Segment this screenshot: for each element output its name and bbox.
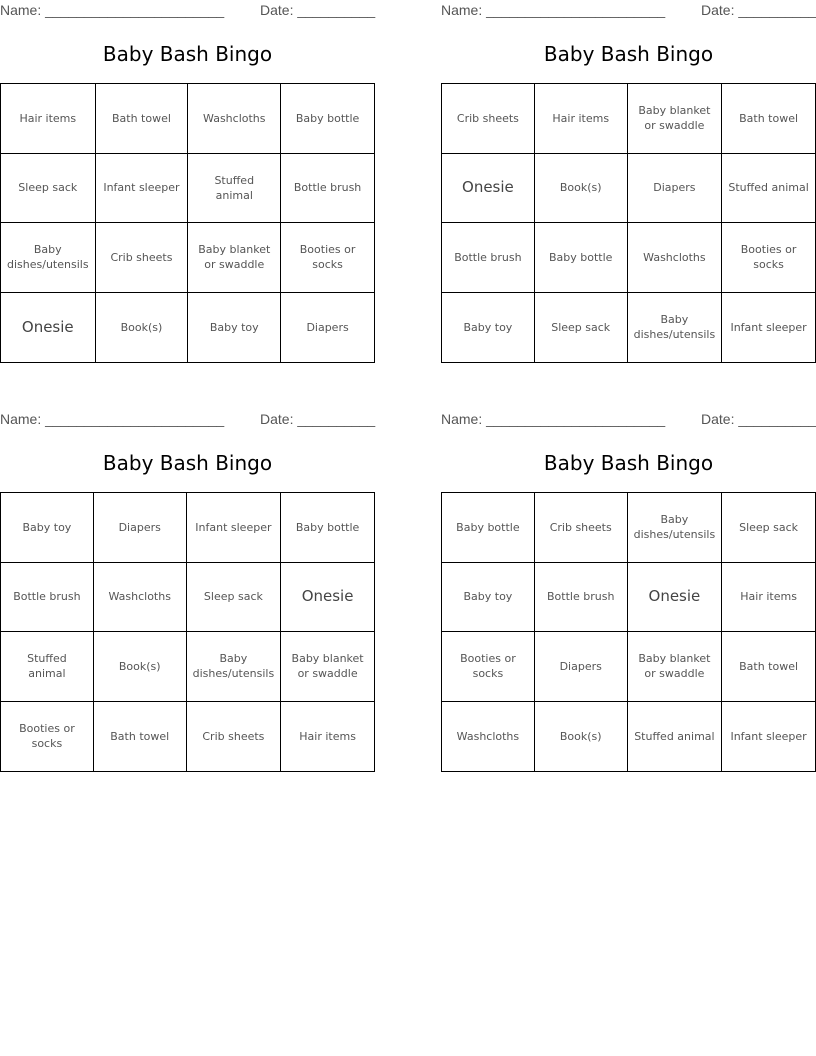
- bingo-cell: Stuffed animal: [188, 154, 281, 224]
- bingo-cell: Bottle brush: [535, 563, 628, 633]
- bingo-grid: [441, 492, 816, 772]
- bingo-cell: Bath towel: [722, 84, 815, 154]
- bingo-cell: Washcloths: [628, 223, 723, 293]
- name-field-label: Name: _______________________: [0, 2, 225, 18]
- bingo-cell: Baby toy: [442, 563, 535, 633]
- bingo-grid: [441, 83, 816, 363]
- bingo-cell: Baby blanket or swaddle: [628, 632, 723, 702]
- bingo-cell: Baby dishes/utensils: [628, 493, 723, 563]
- bingo-cell: Diapers: [306, 320, 349, 334]
- bingo-cell: Sleep sack: [1, 154, 96, 224]
- bingo-cell: Washcloths: [94, 563, 187, 633]
- bingo-cell: Hair items: [722, 563, 815, 633]
- bingo-cell: Onesie: [1, 293, 96, 363]
- bingo-cell: Booties or socks: [281, 223, 374, 293]
- bingo-cell: Baby bottle: [281, 84, 374, 154]
- date-field-label: Date: __________: [260, 2, 376, 18]
- bingo-cell: Infant sleeper: [96, 154, 189, 224]
- bingo-cell: Book(s): [535, 154, 628, 224]
- bingo-cell: Stuffed animal: [1, 632, 94, 702]
- bingo-cell: Crib sheets: [187, 702, 282, 772]
- bingo-cell: Diapers: [94, 493, 187, 563]
- bingo-cell: Baby dishes/utensils: [187, 632, 282, 702]
- bingo-cell: Infant sleeper: [730, 729, 807, 743]
- name-field-label: Name: _______________________: [441, 2, 666, 18]
- bingo-cell: Diapers: [535, 632, 628, 702]
- bingo-cell: Washcloths: [188, 84, 281, 154]
- bingo-cell: Crib sheets: [96, 223, 189, 293]
- bingo-cell: Bottle brush: [442, 223, 535, 293]
- bingo-card: [441, 0, 816, 342]
- bingo-cell: Washcloths: [442, 702, 535, 772]
- card-title: Baby Bash Bingo: [543, 451, 714, 475]
- bingo-cell: Baby blanket or swaddle: [281, 632, 374, 702]
- bingo-cell: Booties or socks: [722, 223, 815, 293]
- bingo-cell: Sleep sack: [722, 493, 815, 563]
- bingo-cell: Bath towel: [94, 702, 187, 772]
- bingo-cell: Baby dishes/utensils: [628, 293, 723, 363]
- bingo-cell: Baby dishes/utensils: [1, 223, 96, 293]
- date-field-label: Date: __________: [260, 411, 376, 427]
- date-field-label: Date: __________: [701, 2, 816, 18]
- bingo-cell: Baby toy: [1, 493, 94, 563]
- card-title: Baby Bash Bingo: [102, 42, 273, 66]
- bingo-cell: Onesie: [628, 563, 723, 633]
- bingo-cell: Sleep sack: [535, 293, 628, 363]
- bingo-cell: Hair items: [1, 84, 96, 154]
- bingo-cell: Booties or socks: [1, 702, 94, 772]
- bingo-cell: Baby bottle: [281, 493, 374, 563]
- bingo-cell: Crib sheets: [535, 493, 628, 563]
- date-field-label: Date: __________: [701, 411, 816, 427]
- bingo-cell: Hair items: [299, 729, 356, 743]
- bingo-cell: Baby toy: [442, 293, 535, 363]
- bingo-cell: Baby blanket or swaddle: [628, 84, 723, 154]
- bingo-cell: Booties or socks: [442, 632, 535, 702]
- name-field-label: Name: _______________________: [0, 411, 225, 427]
- bingo-cell: Onesie: [442, 154, 535, 224]
- bingo-cell: Baby bottle: [535, 223, 628, 293]
- bingo-cell: Baby blanket or swaddle: [188, 223, 281, 293]
- bingo-grid: [0, 492, 375, 772]
- bingo-cell: Diapers: [628, 154, 723, 224]
- name-field-label: Name: _______________________: [441, 411, 666, 427]
- bingo-cell: Infant sleeper: [187, 493, 282, 563]
- bingo-card: [441, 409, 816, 743]
- bingo-cell: Book(s): [96, 293, 189, 363]
- card-title: Baby Bash Bingo: [543, 42, 714, 66]
- bingo-cell: Baby toy: [188, 293, 281, 363]
- bingo-card: [0, 409, 376, 751]
- bingo-cell: Bottle brush: [1, 563, 94, 633]
- bingo-grid: [0, 83, 375, 363]
- card-title: Baby Bash Bingo: [102, 451, 273, 475]
- bingo-card: [0, 0, 376, 336]
- bingo-cell: Bath towel: [722, 632, 815, 702]
- bingo-cell: Baby bottle: [442, 493, 535, 563]
- bingo-cell: Crib sheets: [442, 84, 535, 154]
- bingo-cell: Book(s): [94, 632, 187, 702]
- bingo-cell: Book(s): [535, 702, 628, 772]
- bingo-cell: Sleep sack: [187, 563, 282, 633]
- bingo-cell: Stuffed animal: [628, 702, 723, 772]
- bingo-cell: Bottle brush: [281, 154, 374, 224]
- bingo-cell: Onesie: [281, 563, 374, 633]
- bingo-cell: Hair items: [535, 84, 628, 154]
- bingo-cell: Infant sleeper: [730, 320, 807, 334]
- bingo-cell: Stuffed animal: [722, 154, 815, 224]
- bingo-cell: Bath towel: [96, 84, 189, 154]
